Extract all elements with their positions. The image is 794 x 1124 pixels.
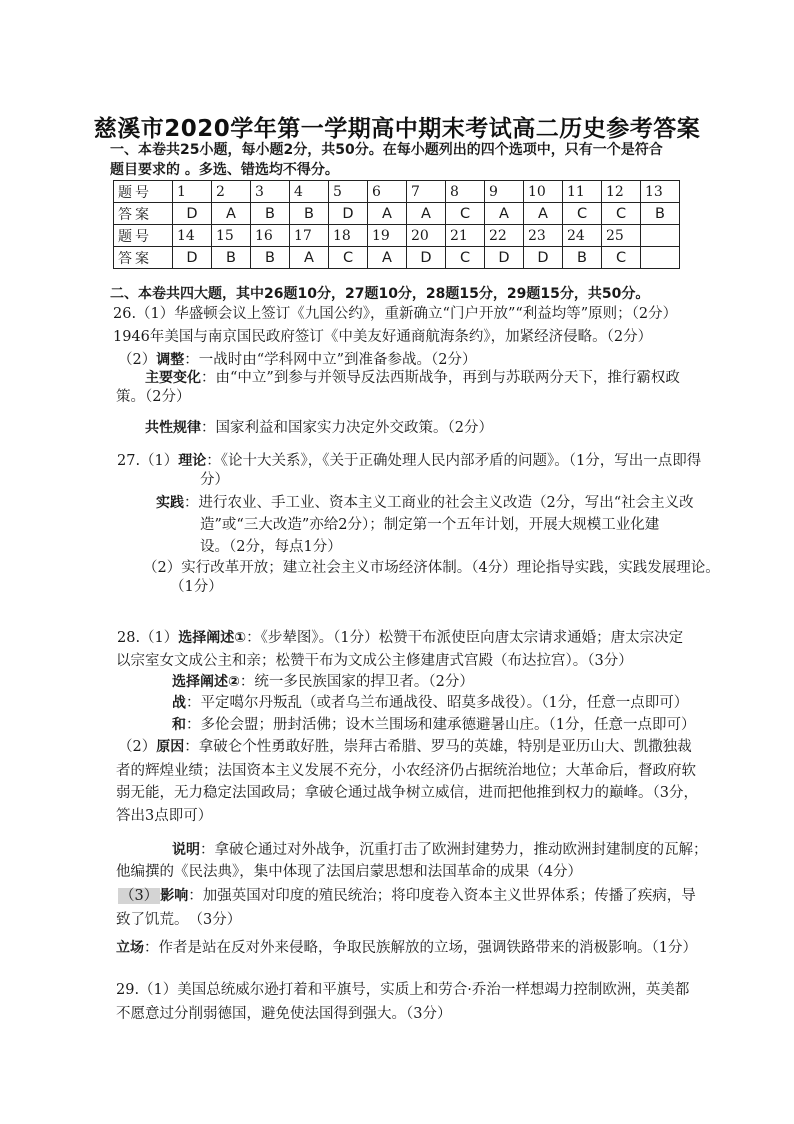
table-cell: D — [524, 247, 563, 269]
table-cell: A — [368, 247, 407, 269]
table-cell: A — [485, 203, 524, 225]
table-cell: 21 — [446, 225, 485, 247]
q28-label: 原因 — [156, 739, 185, 755]
table-row — [114, 203, 680, 225]
q26-line: 主要变化：由“中立”到参与并领导反法西斯战争，再到与苏联两分天下，推行霸权政 — [145, 370, 680, 386]
table-cell: B — [251, 203, 290, 225]
q27-line: 27.（1）理论：《论十大关系》，《关于正确处理人民内部矛盾的问题》。（1分，写出一点即得 — [117, 453, 702, 469]
table-cell: D — [173, 203, 212, 225]
table-row-header: 答案 — [114, 247, 173, 269]
q29-line: 29.（1）美国总统威尔逊打着和平旗号，实质上和劳合·乔治一样想竭力控制欧洲，英美都 — [116, 982, 690, 998]
q28-label: 战 — [172, 695, 186, 711]
q29-line: 不愿意过分削弱德国，避免使法国得到强大。（3分） — [116, 1006, 452, 1022]
table-cell: 20 — [407, 225, 446, 247]
q28-label: 选择阐述② — [172, 674, 240, 690]
table-cell: 15 — [212, 225, 251, 247]
table-cell: 10 — [524, 181, 563, 203]
table-cell: 12 — [602, 181, 641, 203]
q28-line: 以宗室女文成公主和亲；松赞干布为文成公主修建唐式宫殿（布达拉宫）。（3分） — [116, 653, 633, 669]
q28-label: 说明 — [172, 842, 200, 858]
table-row — [114, 247, 680, 269]
q28-line: 战：平定噶尔丹叛乱（或者乌兰布通战役、昭莫多战役）。（1分，任意一点即可） — [172, 695, 689, 711]
q27-label: 实践 — [156, 495, 184, 511]
table-cell: C — [446, 247, 485, 269]
table-cell: C — [446, 203, 485, 225]
table-cell: B — [251, 247, 290, 269]
table-cell: 5 — [329, 181, 368, 203]
table-cell: 8 — [446, 181, 485, 203]
q28-label: 和 — [172, 717, 186, 733]
table-cell: 6 — [368, 181, 407, 203]
q28-line: 选择阐述②：统一多民族国家的捍卫者。（2分） — [172, 674, 474, 690]
page-title: 慈溪市2020学年第一学期高中期末考试高二历史参考答案 — [93, 116, 701, 142]
table-cell: B — [563, 247, 602, 269]
section1-instructions-line2: 题目要求的 。多选、错选均不得分。 — [110, 162, 339, 178]
q28-line: （2）原因：拿破仑个性勇敢好胜，崇拜古希腊、罗马的英雄，特别是亚历山大、凯撒独裁 — [118, 739, 692, 755]
table-cell — [641, 225, 680, 247]
q28-line: （3） 影响：加强英国对印度的殖民统治；将印度卷入资本主义世界体系；传播了疾病，导 — [120, 888, 696, 904]
table-cell: 2 — [212, 181, 251, 203]
table-cell: 7 — [407, 181, 446, 203]
table-cell: 18 — [329, 225, 368, 247]
q28-line: 说明：拿破仑通过对外战争，沉重打击了欧洲封建势力，推动欧洲封建制度的瓦解； — [172, 842, 708, 858]
table-cell: 22 — [485, 225, 524, 247]
q28-line: 者的辉煌业绩；法国资本主义发展不充分，小农经济仍占据统治地位；大革命后，督政府软 — [116, 763, 696, 779]
table-cell: D — [329, 203, 368, 225]
table-cell: D — [485, 247, 524, 269]
table-cell: A — [368, 203, 407, 225]
table-cell: 1 — [173, 181, 212, 203]
table-cell: 11 — [563, 181, 602, 203]
table-cell: C — [563, 203, 602, 225]
table-row-header: 答案 — [114, 203, 173, 225]
q27-line: （1分） — [170, 579, 223, 595]
table-cell: A — [407, 203, 446, 225]
q28-line: 答出3点即可） — [116, 808, 213, 824]
table-cell: 19 — [368, 225, 407, 247]
q28-line: 28.（1）选择阐述①：《步辇图》。（1分）松赞干布派使臣向唐太宗请求通婚；唐太宗决定 — [117, 630, 684, 646]
q28-line: 立场：作者是站在反对外来侵略，争取民族解放的立场，强调铁路带来的消极影响。（1分） — [116, 940, 697, 956]
q26-line: 策。（2分） — [116, 389, 191, 405]
table-cell: B — [212, 247, 251, 269]
table-cell: D — [173, 247, 212, 269]
table-row-header: 题号 — [114, 225, 173, 247]
table-cell: B — [290, 203, 329, 225]
table-cell — [641, 247, 680, 269]
q27-label: 理论 — [178, 453, 207, 469]
table-cell: A — [212, 203, 251, 225]
section1-instructions-line1: 一、本卷共25小题，每小题2分，共50分。在每小题列出的四个选项中，只有一个是符合 — [110, 142, 663, 158]
answer-table — [113, 180, 680, 269]
q28-label: 立场 — [116, 940, 144, 956]
table-cell: C — [602, 247, 641, 269]
table-cell: A — [290, 247, 329, 269]
table-cell: 14 — [173, 225, 212, 247]
q27-line: 造”或“三大改造”亦给2分）；制定第一个五年计划，开展大规模工业化建 — [200, 517, 660, 533]
table-cell: 3 — [251, 181, 290, 203]
q26-line: 1946年美国与南京国民政府签订《中美友好通商航海条约》，加紧经济侵略。（2分） — [113, 329, 653, 345]
table-cell: D — [407, 247, 446, 269]
q27-line: 设。（2分，每点1分） — [200, 539, 342, 555]
q27-line: （2）实行改革开放；建立社会主义市场经济体制。（4分）理论指导实践，实践发展理论。 — [143, 560, 720, 576]
table-cell: 25 — [602, 225, 641, 247]
table-cell: 16 — [251, 225, 290, 247]
q26-label: 共性规律 — [145, 420, 201, 436]
q26-line: 26.（1）华盛顿会议上签订《九国公约》，重新确立“门户开放”“利益均等”原则；（2分） — [113, 306, 678, 322]
table-cell: A — [524, 203, 563, 225]
q28-label: 选择阐述① — [178, 630, 247, 646]
table-row — [114, 225, 680, 247]
table-cell: 23 — [524, 225, 563, 247]
q27-line: 分） — [200, 472, 229, 488]
q28-line: 致了饥荒。 （3分） — [116, 912, 242, 928]
table-row — [114, 181, 680, 203]
table-cell: 13 — [641, 181, 680, 203]
section2-instructions: 二、本卷共四大题，其中26题10分，27题10分，28题15分，29题15分，共50分。 — [110, 286, 650, 302]
q27-line: 实践：进行农业、手工业、资本主义工商业的社会主义改造（2分，写出“社会主义改 — [156, 495, 694, 511]
table-cell: B — [641, 203, 680, 225]
table-cell: 4 — [290, 181, 329, 203]
q26-line: 共性规律：国家利益和国家实力决定外交政策。（2分） — [145, 420, 493, 436]
q28-label: 影响 — [160, 888, 189, 904]
table-cell: 24 — [563, 225, 602, 247]
table-cell: 9 — [485, 181, 524, 203]
table-cell: C — [329, 247, 368, 269]
q28-highlight: （3） — [120, 888, 159, 904]
q28-line: 弱无能，无力稳定法国政局；拿破仑通过战争树立威信，进而把他推到权力的巅峰。（3分， — [116, 785, 698, 801]
table-row-header: 题号 — [114, 181, 173, 203]
table-cell: C — [602, 203, 641, 225]
table-cell: 17 — [290, 225, 329, 247]
q28-line: 他编撰的《民法典》，集中体现了法国启蒙思想和法国革命的成果（4分） — [116, 864, 582, 880]
q26-label: 主要变化 — [145, 370, 201, 386]
q26-label: 调整 — [156, 352, 185, 368]
q26-line: （2）调整：一战时由“学科网中立”到准备参战。（2分） — [118, 352, 477, 368]
q28-line: 和：多伦会盟；册封活佛；设木兰围场和建承德避暑山庄。（1分，任意一点即可） — [172, 717, 696, 733]
